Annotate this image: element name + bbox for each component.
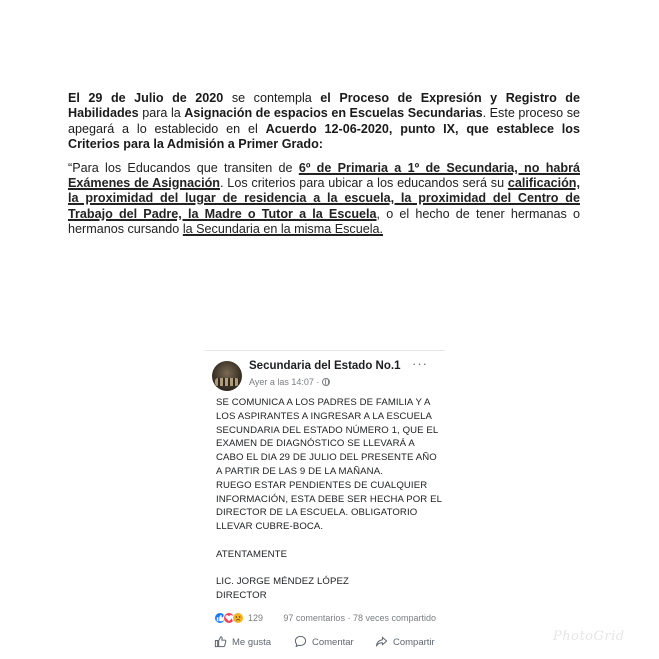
shares-count[interactable]: 78 veces compartido — [352, 613, 436, 623]
reaction-icons[interactable] — [214, 612, 248, 624]
document-paragraph-2 — [68, 161, 580, 238]
document-paragraph-1 — [68, 91, 580, 153]
separator: · — [344, 613, 353, 623]
comment-button[interactable] — [294, 635, 354, 651]
comment-bubble-icon — [294, 635, 307, 648]
like-label: Me gusta — [232, 637, 272, 648]
doc-text-bold: Asignación de espacios en Escuelas Secundarias — [184, 106, 483, 121]
like-button[interactable] — [214, 635, 271, 651]
doc-text: , o el hecho de tener hermanas o hermanos cursando — [68, 206, 580, 237]
facebook-post-card — [205, 350, 445, 650]
doc-date: El 29 de Julio de 2020 — [68, 91, 224, 105]
doc-text: para la — [138, 106, 185, 121]
globe-icon — [322, 378, 330, 386]
document-excerpt — [68, 91, 580, 238]
more-options-icon[interactable]: ··· — [412, 356, 428, 371]
doc-text-bold-underlined: 6º de Primaria a 1º de Secundaria, no habrá Exámenes de Asignación — [68, 160, 580, 191]
comment-label: Comentar — [312, 637, 354, 648]
doc-text: . Este proceso se apegará a lo establecido en el — [68, 106, 580, 136]
doc-text: se contempla — [223, 91, 321, 105]
page-avatar[interactable] — [212, 361, 242, 391]
doc-text: “Para los Educandos que transiten de — [68, 160, 299, 175]
page-name-link[interactable]: Secundaria del Estado No.1 — [249, 360, 401, 372]
reaction-count[interactable]: 129 — [248, 613, 264, 623]
doc-text: . Los criterios para ubicar a los educandos será su — [220, 176, 508, 191]
doc-text-bold-underlined: calificación, la proximidad del lugar de residencia a la escuela, la proximidad del Centro de Trabajo del Padre, la Madre o Tutor a la Escuela — [68, 176, 580, 221]
share-button[interactable] — [375, 635, 435, 651]
sad-reaction-icon — [232, 612, 244, 624]
doc-text-bold: el Proceso de Expresión y Registro de Habilidades — [68, 91, 580, 121]
avatar-photo — [215, 378, 239, 386]
post-timestamp[interactable] — [249, 377, 330, 387]
post-body: SE COMUNICA A LOS PADRES DE FAMILIA Y A LOS ASPIRANTES A INGRESAR A LA ESCUELA SECUNDARIA DEL ESTADO NÚMERO 1, QUE EL EXAMEN DE DIAGNÓSTICO SE LLEVARÁ A CABO EL DIA 29 DE JULIO DEL PRESENTE AÑO A PARTIR DE LAS 9 DE LA MAÑANA. RUEGO ESTAR PENDIENTES DE CUALQUIER INFORMACIÓN, ESTA DEBE SER HECHA POR EL DIRECTOR DE LA ESCUELA. OBLIGATORIO LLEVAR CUBRE-BOCA. ATENTAMENTE LIC. JORGE MÉNDEZ LÓPEZ DIRECTOR — [216, 397, 442, 602]
doc-text-bold: Acuerdo 12-06-2020, punto IX, que establece los Criterios para la Admisión a Primer Grado: — [68, 121, 580, 152]
photogrid-watermark: PhotoGrid — [553, 629, 625, 644]
post-actions — [205, 635, 445, 651]
share-label: Compartir — [393, 637, 435, 648]
comments-shares — [283, 612, 436, 624]
doc-text-underlined: la Secundaria en la misma Escuela. — [182, 222, 384, 237]
comments-count[interactable]: 97 comentarios — [283, 613, 345, 623]
thumbs-up-icon — [214, 635, 227, 648]
timestamp-text: Ayer a las 14:07 · — [249, 377, 320, 387]
post-header — [212, 356, 438, 393]
share-arrow-icon — [375, 635, 388, 648]
post-stats — [214, 612, 440, 626]
